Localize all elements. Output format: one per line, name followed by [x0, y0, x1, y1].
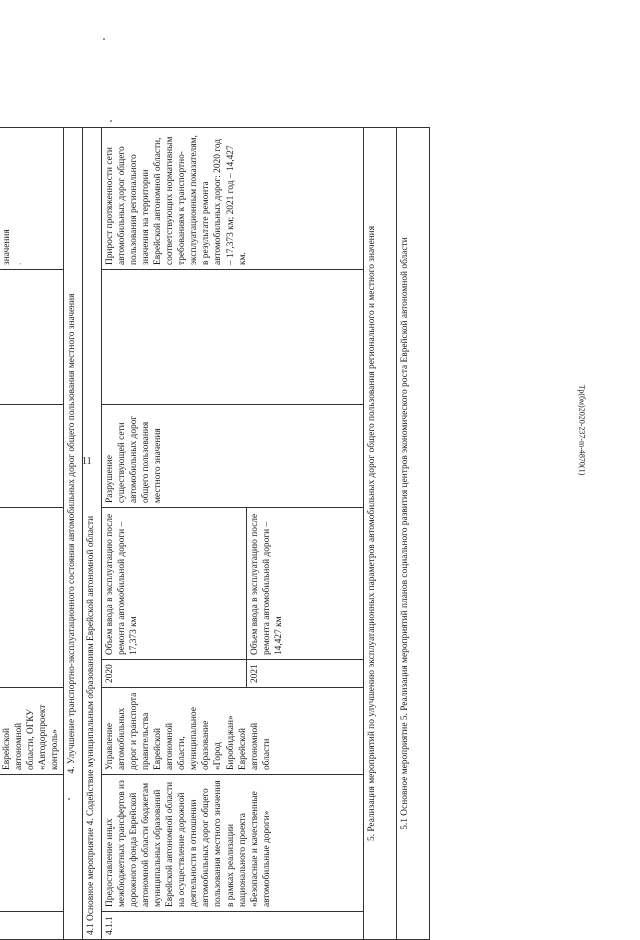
item-empty [102, 270, 364, 405]
measures-table-sheet [0, 128, 416, 940]
item-consequence: Разрушение существующей сети автомобильных дорог общего пользования местного значения [102, 405, 364, 508]
continuation-row [0, 128, 64, 940]
measure-4-1-title: 4.1 Основное мероприятие 4. Содействие муниципальным образованиям Еврейской автономной области [83, 128, 102, 940]
item-4-1-1-row-2020 [102, 128, 247, 940]
measures-table [0, 127, 430, 940]
measure-5-1-title: 5.1 Основное мероприятие 5. Реализация мероприятий планов социального развития центров экономического роста Еврейской автономной области [397, 128, 430, 940]
item-year-2021: 2021 [247, 660, 364, 688]
section-4-row [64, 128, 83, 940]
measure-4-1-row [83, 128, 102, 940]
indicator-fragment-mark: . [14, 262, 25, 265]
cell-organizations: Еврейской автономной области, ОГКУ «Автодорпроект контроль» [0, 688, 64, 775]
cell-indicator-fragment [0, 128, 64, 270]
item-result-2021: Объем ввода в эксплуатацию после ремонта автомобильной дороги – 14,427 км [247, 508, 364, 660]
item-executor: Управление автомобильных дорог и транспорта правительства Еврейской автономной области, муниципальное образование «Город Биробиджан» Еврейской автономной области [102, 688, 364, 775]
section-4-title: 4. Улучшение транспортно-эксплуатационного состояния автомобильных дорог общего пользования местного значения [64, 128, 83, 940]
document-code: Тр(бм)2020-237-m-4870(1) [577, 384, 587, 476]
cell-effect-fragment [0, 405, 64, 508]
section-5-row [364, 128, 397, 940]
item-description: Предоставление иных межбюджетных трансфертов из дорожного фонда Еврейской автономной области бюджетам муниципальных образований Еврейской автономной области на осуществление дорожной деятельности в отношении автомобильных дорог общего пользования местного значения в рамках реализации национального проекта «Безопасные и качественные автомобильные дороги» [102, 775, 364, 912]
scan-speck [110, 120, 112, 122]
item-indicator: Прирост протяженности сети автомобильных дорог общего пользования регионального значения на территории Еврейской автономной области, соответствующих нормативным требованиям к транспортно-эксплуатационным показателям, в результате ремонта автомобильных дорог: 2020 год – 17,373 км; 2021 год – 14,427 км. [102, 128, 364, 270]
item-result-2020: Объем ввода в эксплуатацию после ремонта автомобильной дороги – 17,373 км [102, 508, 247, 660]
cell-empty [0, 270, 64, 405]
cell-result-mark [0, 508, 64, 688]
scan-speck [103, 38, 105, 40]
indicator-fragment-text: значения [2, 229, 13, 265]
cell-number-empty [0, 912, 64, 940]
item-number: 4.1.1 [102, 912, 364, 940]
measure-5-1-row [397, 128, 430, 940]
cell-description-empty [0, 775, 64, 912]
item-year-2020: 2020 [102, 660, 247, 688]
page-number: 11 [82, 456, 92, 467]
section-5-title: 5. Реализация мероприятий по улучшению эксплуатационных параметров автомобильных дорог общего пользования регионального и местного значения [364, 128, 397, 940]
